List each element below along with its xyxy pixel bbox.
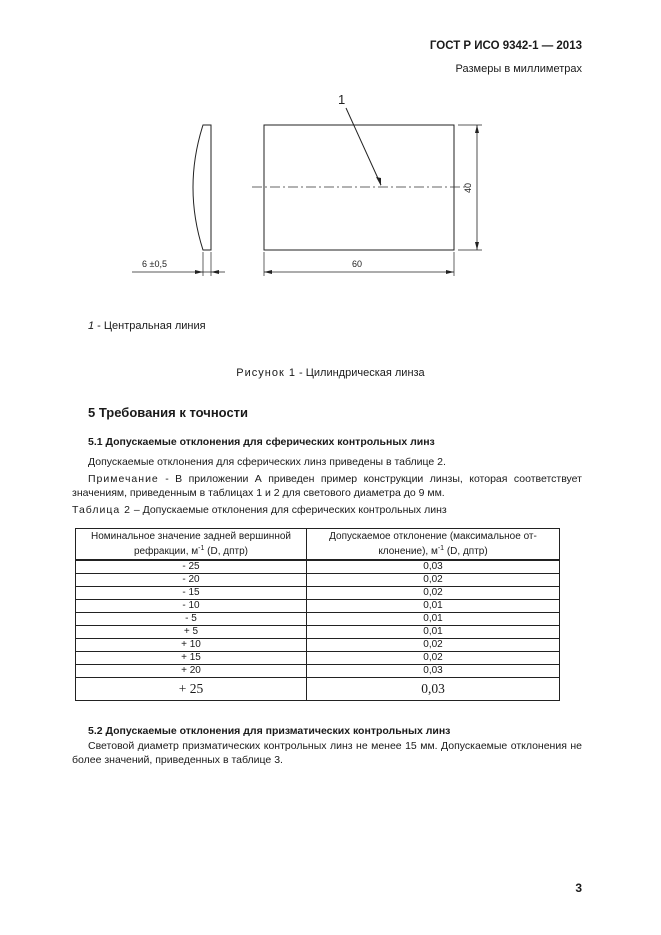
cell-tolerance: 0,02 <box>307 652 560 665</box>
header-tolerance: Допускаемое отклонение (максимальное от- клонение), $м^{-1}$ (D, дптр) <box>307 529 560 561</box>
table-row <box>76 652 560 665</box>
cell-power: + 15 <box>76 652 307 665</box>
lens-side-profile <box>193 125 211 250</box>
table-row <box>76 613 560 626</box>
cell-tolerance: 0,03 <box>307 560 560 574</box>
cell-power: - 5 <box>76 613 307 626</box>
header-nominal-power: Номинальное значение задней вершинной рефракции, $м^{-1}$ (D, дптр) <box>76 529 307 561</box>
cell-tolerance: 0,01 <box>307 626 560 639</box>
table-row <box>76 600 560 613</box>
cell-tolerance: 0,01 <box>307 600 560 613</box>
section-5-1-paragraph: Допускаемые отклонения для сферических линз приведены в таблице 2. <box>88 456 446 468</box>
section-5-2-paragraph: Световой диаметр призматических контрольных линз не менее 15 мм. Допускаемые отклонения не более значений, приведенных в таблице 3. <box>72 740 582 766</box>
page-number: 3 <box>575 881 582 895</box>
section-5-2-title: 5.2 Допускаемые отклонения для призматических контрольных линз <box>88 725 451 737</box>
table-header-row <box>76 529 560 561</box>
cell-power: - 15 <box>76 587 307 600</box>
cell-power: - 25 <box>76 560 307 574</box>
figure-caption-text: - Цилиндрическая линза <box>295 367 425 379</box>
legend-number: 1 <box>88 320 95 332</box>
height-dimension-label: 40 <box>463 182 473 193</box>
units-note: Размеры в миллиметрах <box>455 63 582 75</box>
figure-legend <box>88 320 206 332</box>
thickness-dimension-label: 6 ±0,5 <box>142 259 167 269</box>
document-header: ГОСТ Р ИСО 9342-1 — 2013 <box>429 40 582 52</box>
cell-power: + 20 <box>76 665 307 678</box>
note-paragraph <box>72 472 582 500</box>
legend-text: - Центральная линия <box>94 320 206 332</box>
section-5-1-title: 5.1 Допускаемые отклонения для сферических контрольных линз <box>88 436 435 448</box>
cell-power: + 10 <box>76 639 307 652</box>
note-label: Примечание <box>88 473 159 485</box>
cell-tolerance: 0,02 <box>307 587 560 600</box>
table-row <box>76 574 560 587</box>
table-2-caption-label: Таблица 2 <box>72 504 131 516</box>
cell-power: + 5 <box>76 626 307 639</box>
section-5-title: 5 Требования к точности <box>88 405 249 420</box>
lens-front-view <box>264 125 454 250</box>
cell-tolerance: 0,02 <box>307 574 560 587</box>
table-row <box>76 665 560 678</box>
table-row <box>76 587 560 600</box>
cell-tolerance: 0,03 <box>307 678 560 701</box>
figure-caption <box>0 367 661 379</box>
callout-leader <box>346 108 381 185</box>
table-row <box>76 639 560 652</box>
table-2 <box>75 528 560 701</box>
callout-number: 1 <box>338 92 346 107</box>
width-dimension-label: 60 <box>352 259 363 269</box>
cell-power: + 25 <box>76 678 307 701</box>
table-2-caption <box>72 504 447 516</box>
figure-cylindrical-lens <box>0 80 661 280</box>
table-2-caption-text: – Допускаемые отклонения для сферических контрольных линз <box>130 504 447 516</box>
figure-caption-label: Рисунок 1 <box>236 367 296 379</box>
table-row <box>76 626 560 639</box>
cell-power: - 20 <box>76 574 307 587</box>
cell-tolerance: 0,03 <box>307 665 560 678</box>
table-row <box>76 560 560 574</box>
table-row <box>76 678 560 701</box>
cell-power: - 10 <box>76 600 307 613</box>
note-text: - В приложении А приведен пример конструкции линзы, которая соответствует значениям, приведенным в таблицах 1 и 2 для светового диаметра до 9 мм. <box>72 473 582 499</box>
cell-tolerance: 0,02 <box>307 639 560 652</box>
cell-tolerance: 0,01 <box>307 613 560 626</box>
